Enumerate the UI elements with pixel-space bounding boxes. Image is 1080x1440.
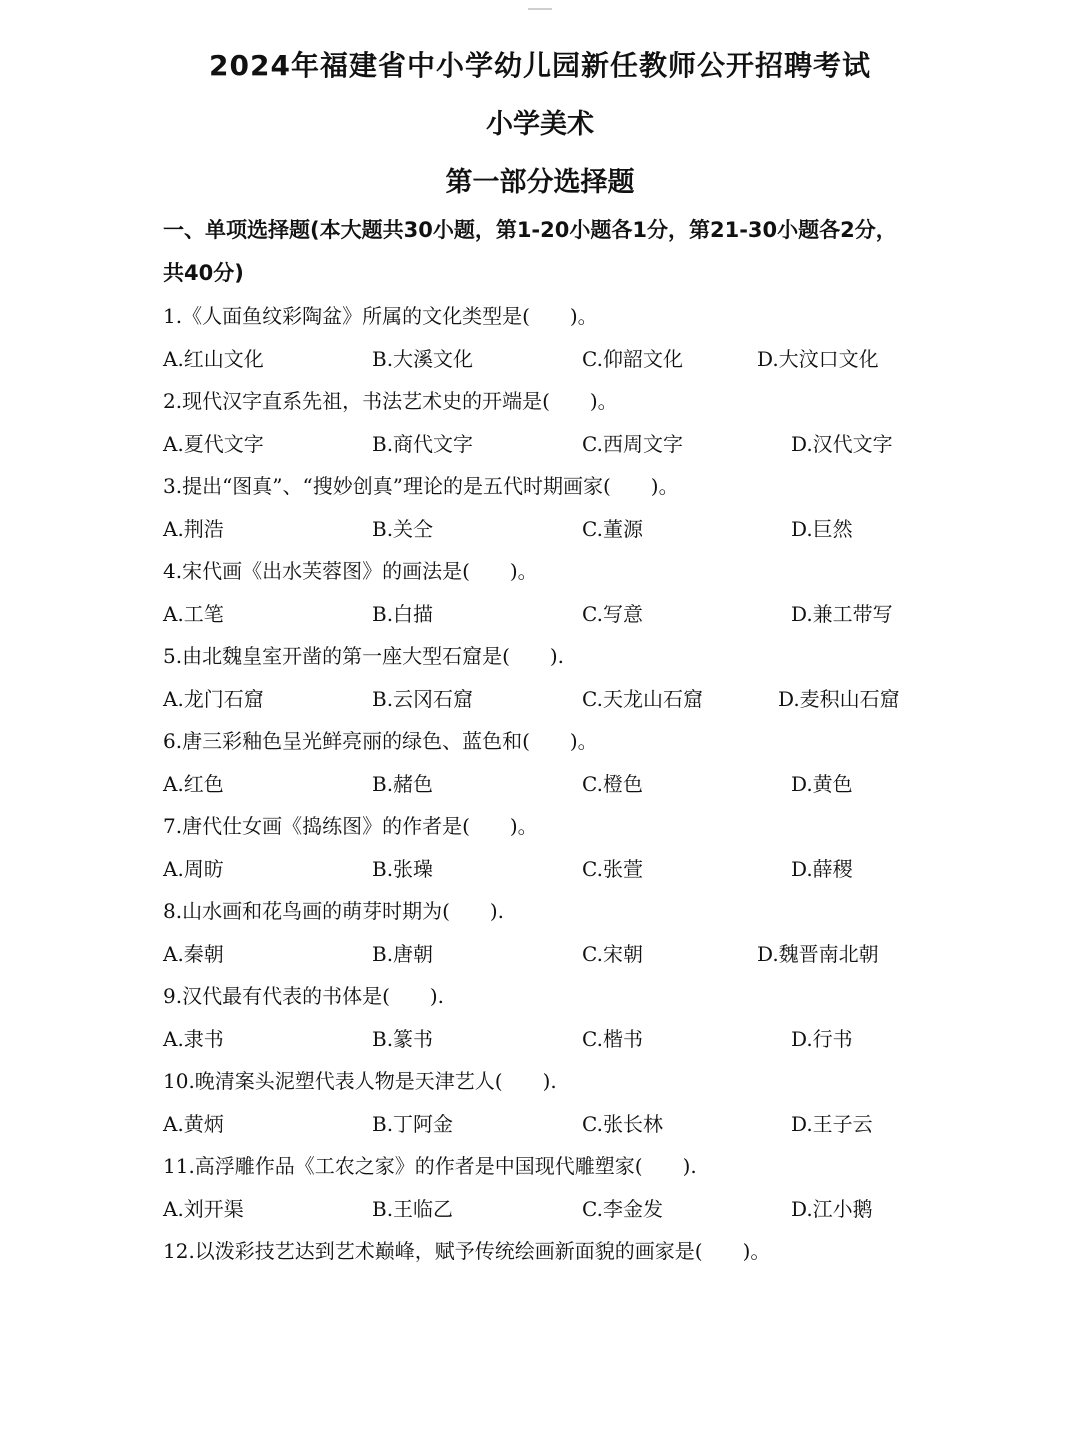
q9-option-b: B.篆书 [372,1027,434,1051]
q1-option-a: A.红山文化 [163,347,264,371]
q7-option-d: D.薛稷 [791,857,853,881]
q10-option-b: B.丁阿金 [372,1112,454,1136]
q5-option-b: B.云冈石窟 [372,687,474,711]
q11-option-a: A.刘开渠 [163,1197,244,1221]
q7-option-b: B.张璪 [372,857,434,881]
q6-option-c: C.橙色 [582,772,643,796]
q5-option-d: D.麦积山石窟 [778,687,900,711]
question-12: 12.以泼彩技艺达到艺术巅峰，赋予传统绘画新面貌的画家是( )。 [163,1239,771,1263]
question-6: 6.唐三彩釉色呈光鲜亮丽的绿色、蓝色和( )。 [163,729,598,753]
question-2: 2.现代汉字直系先祖，书法艺术史的开端是( )。 [163,389,618,413]
q8-option-b: B.唐朝 [372,942,434,966]
q5-option-c: C.天龙山石窟 [582,687,703,711]
part-title: 第一部分选择题 [445,167,635,198]
q6-option-a: A.红色 [163,772,224,796]
q7-option-c: C.张萱 [582,857,643,881]
q5-option-a: A.龙门石窟 [163,687,264,711]
question-10: 10.晚清案头泥塑代表人物是天津艺人( ). [163,1069,557,1093]
top-edge-mark [528,8,552,10]
q4-option-b: B.白描 [372,602,434,626]
subject-title: 小学美术 [486,109,594,140]
question-1: 1.《人面鱼纹彩陶盆》所属的文化类型是( )。 [163,304,598,328]
q11-option-b: B.王临乙 [372,1197,454,1221]
q4-option-d: D.兼工带写 [791,602,893,626]
q11-option-d: D.江小鹅 [791,1197,873,1221]
q8-option-a: A.秦朝 [163,942,224,966]
q9-option-c: C.楷书 [582,1027,643,1051]
q8-option-c: C.宋朝 [582,942,643,966]
q3-option-a: A.荆浩 [163,517,224,541]
question-5: 5.由北魏皇室开凿的第一座大型石窟是( ). [163,644,565,668]
question-7: 7.唐代仕女画《捣练图》的作者是( )。 [163,814,538,838]
q9-option-d: D.行书 [791,1027,853,1051]
q3-option-d: D.巨然 [791,517,853,541]
q7-option-a: A.周昉 [163,857,224,881]
q2-option-b: B.商代文字 [372,432,474,456]
q11-option-c: C.李金发 [582,1197,663,1221]
question-9: 9.汉代最有代表的书体是( ). [163,984,445,1008]
q3-option-c: C.董源 [582,517,643,541]
section-heading-line2: 共40分) [163,261,244,285]
q10-option-d: D.王子云 [791,1112,873,1136]
question-3: 3.提出“图真”、“搜妙创真”理论的是五代时期画家( )。 [163,474,679,498]
q8-option-d: D.魏晋南北朝 [757,942,879,966]
question-11: 11.高浮雕作品《工农之家》的作者是中国现代雕塑家( ). [163,1154,697,1178]
q9-option-a: A.隶书 [163,1027,224,1051]
q4-option-a: A.工笔 [163,602,224,626]
question-4: 4.宋代画《出水芙蓉图》的画法是( )。 [163,559,538,583]
section-heading-line1: 一、单项选择题(本大题共30小题，第1-20小题各1分，第21-30小题各2分， [163,218,897,242]
q10-option-a: A.黄炳 [163,1112,224,1136]
q1-option-b: B.大溪文化 [372,347,474,371]
q6-option-b: B.赭色 [372,772,434,796]
q3-option-b: B.关仝 [372,517,434,541]
q4-option-c: C.写意 [582,602,643,626]
question-8: 8.山水画和花鸟画的萌芽时期为( ). [163,899,505,923]
q2-option-a: A.夏代文字 [163,432,264,456]
q1-option-c: C.仰韶文化 [582,347,683,371]
exam-title: 2024年福建省中小学幼儿园新任教师公开招聘考试 [209,49,871,82]
q2-option-c: C.西周文字 [582,432,683,456]
q10-option-c: C.张长林 [582,1112,663,1136]
q6-option-d: D.黄色 [791,772,853,796]
q1-option-d: D.大汶口文化 [757,347,879,371]
q2-option-d: D.汉代文字 [791,432,893,456]
